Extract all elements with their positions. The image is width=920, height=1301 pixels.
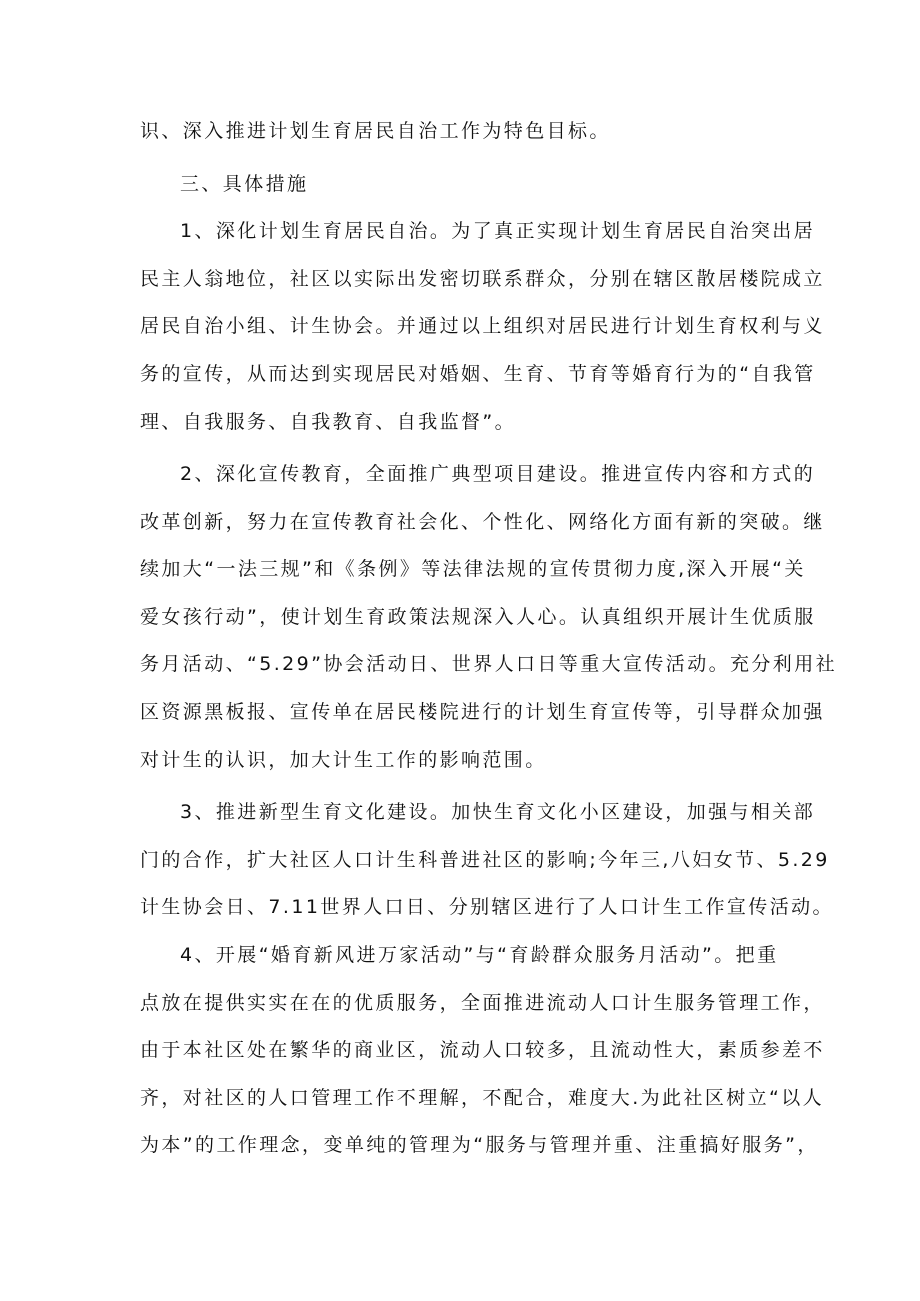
paragraph-1-line-4: 务的宣传，从而达到实现居民对婚姻、生育、节育等婚育行为的“自我管: [140, 363, 816, 385]
paragraph-2-line-5: 务月活动、“5.29”协会活动日、世界人口日等重大宣传活动。充分利用社: [140, 653, 837, 675]
paragraph-4-line-4: 齐，对社区的人口管理工作不理解，不配合，难度大.为此社区树立“以人: [140, 1087, 825, 1109]
paragraph-4-line-1: 4、开展“婚育新风进万家活动”与“育龄群众服务月活动”。把重: [180, 944, 779, 966]
paragraph-2-line-2: 改革创新，努力在宣传教育社会化、个性化、网络化方面有新的突破。继: [140, 511, 825, 533]
paragraph-2-line-1: 2、深化宣传教育，全面推广典型项目建设。推进宣传内容和方式的: [180, 463, 816, 485]
paragraph-1-line-1: 1、深化计划生育居民自治。为了真正实现计划生育居民自治突出居: [180, 220, 816, 242]
paragraph-2-line-7: 对计生的认识，加大计生工作的影响范围。: [140, 749, 547, 771]
paragraph-3-line-2: 门的合作，扩大社区人口计生科普进社区的影响;今年三,八妇女节、5.29: [140, 849, 830, 871]
paragraph-2-line-3: 续加大“一法三规”和《条例》等法律法规的宣传贯彻力度,深入开展“关: [140, 558, 806, 580]
paragraph-1-line-2: 民主人翁地位，社区以实际出发密切联系群众，分别在辖区散居楼院成立: [140, 268, 825, 290]
paragraph-2-line-4: 爱女孩行动”，使计划生育政策法规深入人心。认真组织开展计生优质服: [140, 606, 816, 628]
paragraph-1-line-3: 居民自治小组、计生协会。并通过以上组织对居民进行计划生育权利与义: [140, 315, 825, 337]
paragraph-3-line-3: 计生协会日、7.11世界人口日、分别辖区进行了人口计生工作宣传活动。: [140, 896, 834, 918]
paragraph-3-line-1: 3、推进新型生育文化建设。加快生育文化小区建设，加强与相关部: [180, 801, 816, 823]
section-heading: 三、具体措施: [180, 173, 309, 195]
paragraph-4-line-5: 为本”的工作理念，变单纯的管理为“服务与管理并重、注重搞好服务”，: [140, 1134, 819, 1156]
text-line-continuation: 识、深入推进计划生育居民自治工作为特色目标。: [140, 120, 611, 142]
paragraph-1-line-5: 理、自我服务、自我教育、自我监督”。: [140, 411, 517, 433]
paragraph-4-line-2: 点放在提供实实在在的优质服务，全面推进流动人口计生服务管理工作，: [140, 992, 825, 1014]
paragraph-4-line-3: 由于本社区处在繁华的商业区，流动人口较多，且流动性大，素质参差不: [140, 1039, 825, 1061]
paragraph-2-line-6: 区资源黑板报、宣传单在居民楼院进行的计划生育宣传等，引导群众加强: [140, 701, 825, 723]
